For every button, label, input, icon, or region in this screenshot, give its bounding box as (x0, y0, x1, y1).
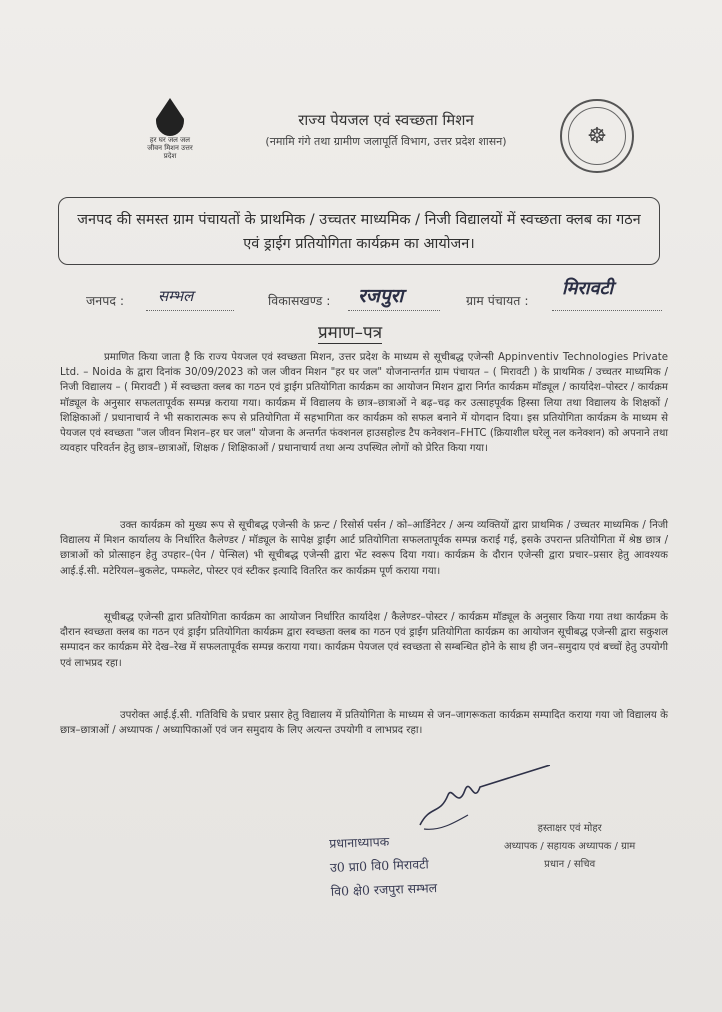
paragraph-2: उक्त कार्यक्रम को मुख्य रूप से सूचीबद्ध एजेन्सी के फ्रन्ट / रिसोर्स पर्सन / को–आर्डिनेटर / अन्य व्यक्तियों द्वारा प्राथमिक / उच्चतर माध्यमिक / निजी विद्यालय में मिशन कार्यालय के निर्धारित कैलेण्डर / मॉड्यूल के सापेक्ष ड्राईंग आर्ट प्रतियोगिता सफलतापूर्वक सम्पन्न कराई गई, इसके उपरान्त प्रतियोगिता में श्रेष्ठ छात्र / छात्राओं को प्रोत्साहन हेतु उपहार–(पेन / पेन्सिल) भी सूचीबद्ध एजेन्सी द्वारा भेंट स्वरूप दिया गया। कार्यक्रम के दौरान एजेन्सी द्वारा प्रचार–प्रसार हेतु आवश्यक आई.ई.सी. मटेरियल–बुकलेट, पम्फलेट, पोस्टर एवं स्टीकर इत्यादि वितरित कर कार्यक्रम पूर्ण कराया गया। (60, 520, 668, 577)
document-header (236, 110, 536, 149)
gram-panchayat-value: मिरावटी (562, 278, 614, 299)
mission-title: राज्य पेयजल एवं स्वच्छता मिशन (298, 111, 474, 129)
vikaskhand-value: रजपुरा (358, 285, 404, 307)
mission-subtitle: (नमामि गंगे तथा ग्रामीण जलापूर्ति विभाग, उत्तर प्रदेश शासन) (265, 135, 507, 148)
stamp-line-1: प्रधानाध्यापक (328, 833, 390, 851)
stamp-line-3: वि0 क्षे0 रजपुरा सम्भल (330, 880, 438, 899)
water-drop-icon (156, 98, 184, 136)
janpad-label: जनपद : (86, 293, 125, 308)
har-ghar-jal-logo (146, 98, 194, 180)
signature-line-3: प्रधान / सचिव (544, 859, 596, 870)
subject-box: जनपद की समस्त ग्राम पंचायतों के प्राथमिक / उच्चतर माध्यमिक / निजी विद्यालयों में स्वच्छता क्लब का गठन एवं ड्राईग प्रतियोगिता कार्यक्रम का आयोजन। (58, 197, 660, 265)
paragraph-3: सूचीबद्ध एजेन्सी द्वारा प्रतियोगिता कार्यक्रम का आयोजन निर्धारित कार्यादेश / कैलेण्डर–पोस्टर / कार्यक्रम मॉड्यूल के अनुसार किया गया तथा कार्यक्रम के दौरान स्वच्छता क्लब का गठन एवं ड्राईंग प्रतियोगिता कार्यक्रम द्वारा स्वच्छता क्लब का गठन एवं ड्राईंग प्रतियोगिता कार्यक्रम का आयोजन सूचीबद्ध एजेन्सी द्वारा सकुशल सम्पादन कर कार्यक्रम मेरे देख–रेख में सफलतापूर्वक सम्पन्न कराया गया। कार्यक्रम पेयजल एवं स्वच्छता से सम्बन्धित होने के साथ ही जन–समुदाय एवं बच्चों हेतु उपयोगी एवं लाभप्रद रहा। (60, 612, 668, 669)
up-government-seal (560, 99, 634, 173)
signature-line-2: अध्यापक / सहायक अध्यापक / ग्राम (504, 841, 636, 852)
left-logo-text: हर घर जल जल जीवन मिशन उत्तर प्रदेश (147, 136, 193, 160)
signature-block (504, 820, 635, 874)
certificate-title: प्रमाण–पत्र (318, 320, 382, 344)
stamp-line-2: उ0 प्रा0 वि0 मिरावटी (329, 856, 429, 875)
headmaster-stamp (329, 828, 438, 904)
signature-line-1: हस्ताक्षर एवं मोहर (537, 823, 602, 834)
gram-panchayat-label: ग्राम पंचायत : (466, 293, 529, 308)
janpad-value: सम्भल (158, 287, 194, 305)
vikaskhand-label: विकासखण्ड : (268, 293, 331, 308)
paragraph-4: उपरोक्त आई.ई.सी. गतिविधि के प्रचार प्रसार हेतु विद्यालय में प्रतियोगिता के माध्यम से जन–जागरूकता कार्यक्रम सम्पादित कराया गया जो विद्यालय के छात्र–छात्राओं / अध्यापक / अध्यापिकाओं एवं जन समुदाय के लिए अत्यन्त उपयोगी व लाभप्रद रहा। (60, 710, 668, 737)
paragraph-1: प्रमाणित किया जाता है कि राज्य पेयजल एवं स्वच्छता मिशन, उत्तर प्रदेश के माध्यम से सूचीबद्ध एजेन्सी Appinventiv Technologies Private Ltd. – Noida के द्वारा दिनांक 30/09/2023 को जल जीवन मिशन "हर घर जल" योजनान्तर्गत ग्राम पंचायत – ( मिरावटी ) के प्राथमिक / उच्चतर माध्यमिक / निजी विद्यालय – ( मिरावटी ) में स्वच्छता क्लब का गठन एवं ड्राईग प्रतियोगिता कार्यक्रम का आयोजन मिशन द्वारा निर्गत कार्यक्रम मॉड्यूल / कार्यादेश–पोस्टर / कार्यक्रम मॉड्यूल के अनुसार सफलतापूर्वक सम्पन्न कराया गया। कार्यक्रम में विद्यालय के छात्र–छात्राओं ने बढ़–चढ़ कर उत्साहपूर्वक हिस्सा लिया तथा विद्यालय के शिक्षकों / शिक्षिकाओं / प्रधानाचार्य ने भी सकारात्मक रूप से प्रतियोगिता में सहभागिता कर कार्यक्रम को सफल बनाने में योगदान दिया। इस प्रतियोगिता कार्यक्रम के माध्यम से पेयजल एवं स्वच्छता "जल जीवन मिशन–हर घर जल" योजना के अन्तर्गत फंक्शनल हाउसहोल्ड टैप कनेक्शन–FHTC (क्रियाशील घरेलू नल कनेक्शन) को अपनाने तथा व्यवहार परिवर्तन हेतु छात्र–छात्राओं, शिक्षक / शिक्षिकाओं / प्रधानाचार्य तथा अन्य उपस्थित लोगों को प्रेरित किया गया। (60, 352, 668, 455)
seal-emblem-icon: ☸ (568, 107, 626, 165)
